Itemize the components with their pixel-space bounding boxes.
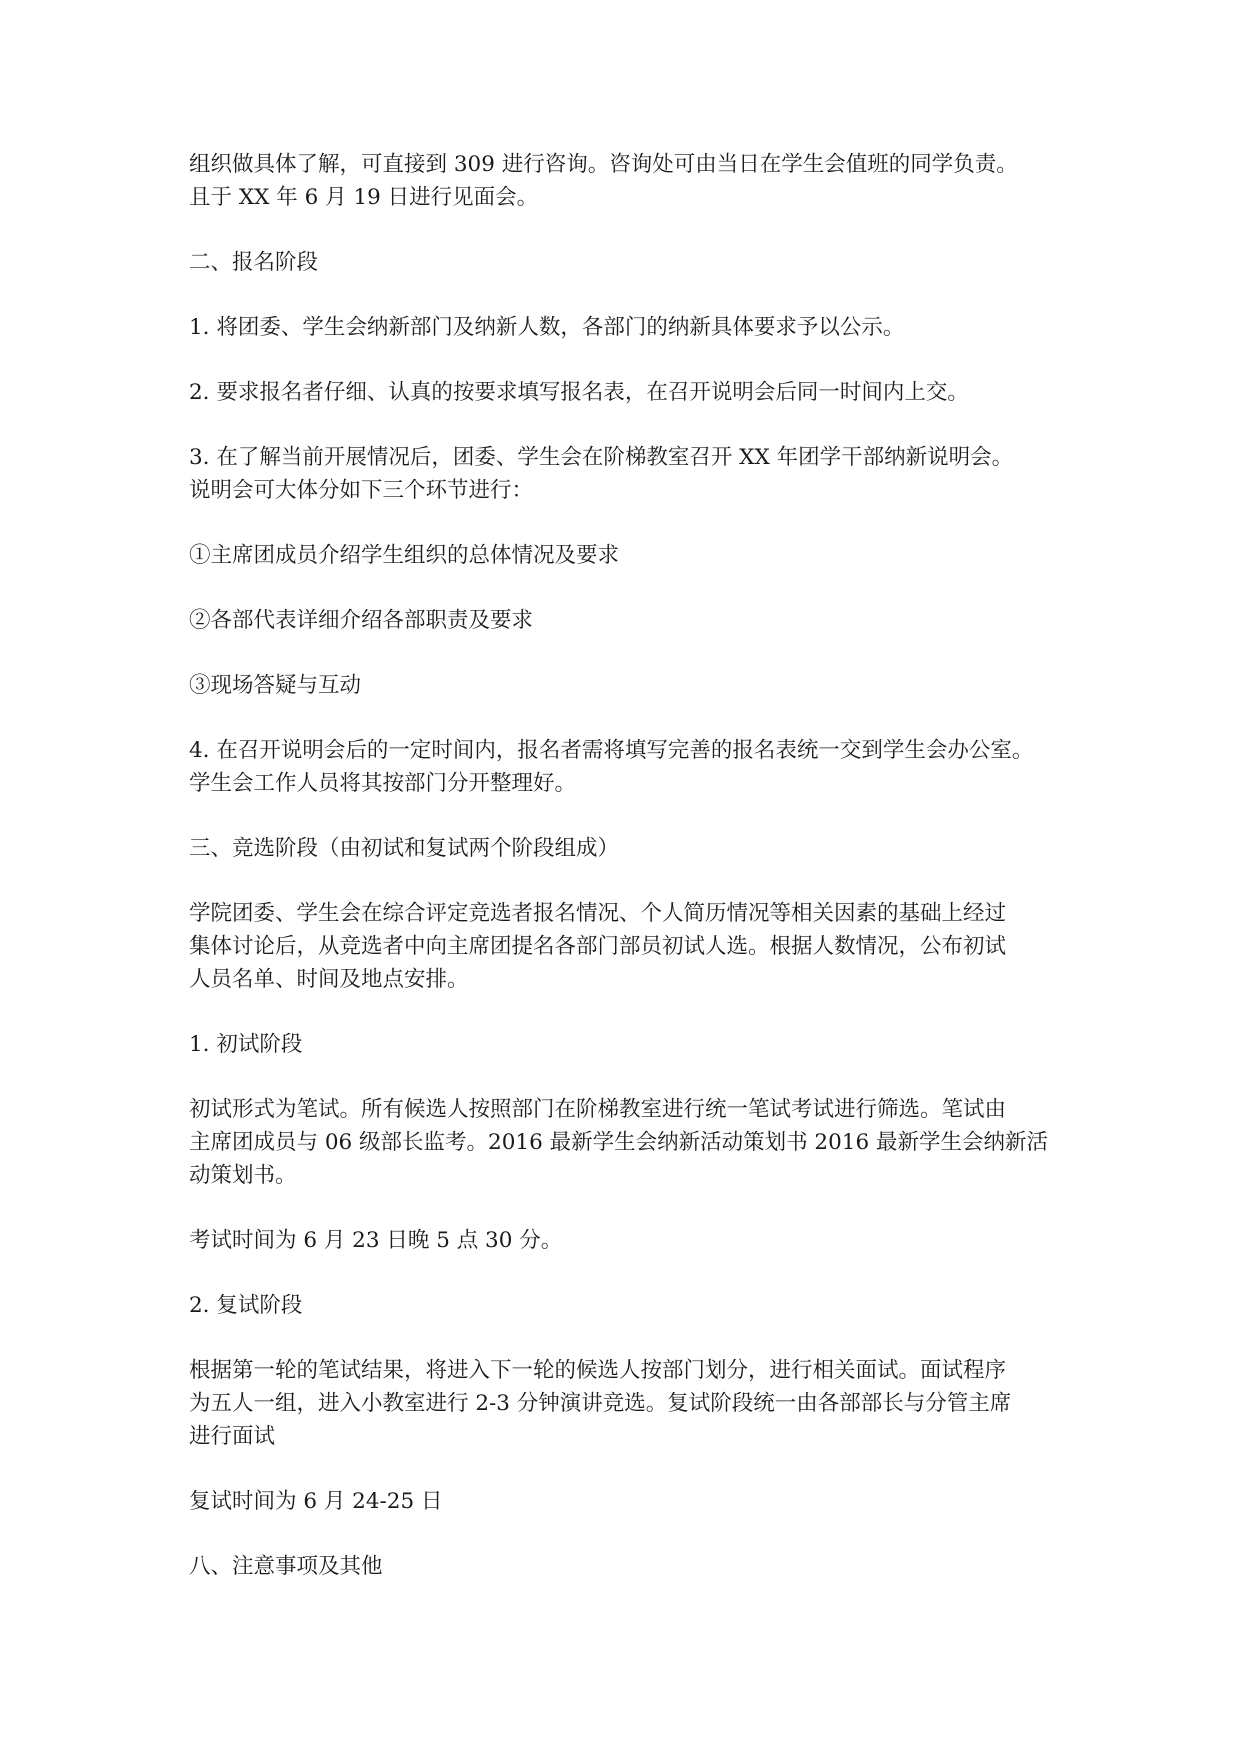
paragraph-step-3: [189, 669, 1059, 702]
section-heading-registration: [189, 246, 1059, 279]
text-line: 且于 XX 年 6 月 19 日进行见面会。: [189, 185, 539, 210]
text-line: 2. 复试阶段: [189, 1293, 303, 1318]
text-line: ①主席团成员介绍学生组织的总体情况及要求: [189, 543, 620, 568]
text-line: 初试形式为笔试。所有候选人按照部门在阶梯教室进行统一笔试考试进行筛选。笔试由: [189, 1097, 1007, 1122]
text-line: 学生会工作人员将其按部门分开整理好。: [189, 771, 577, 796]
text-line: 为五人一组，进入小教室进行 2-3 分钟演讲竞选。复试阶段统一由各部部长与分管主席: [189, 1391, 1012, 1416]
text-line: 二、报名阶段: [189, 250, 319, 275]
text-line: 三、竞选阶段（由初试和复试两个阶段组成）: [189, 836, 620, 861]
text-line: 1. 将团委、学生会纳新部门及纳新人数，各部门的纳新具体要求予以公示。: [189, 315, 905, 340]
paragraph-item-3: [189, 441, 1059, 507]
paragraph-item-1: [189, 311, 1059, 344]
section-heading-election: [189, 832, 1059, 865]
subheading-preliminary: [189, 1028, 1059, 1061]
paragraph-second-round: [189, 1354, 1059, 1453]
text-line: 1. 初试阶段: [189, 1032, 303, 1057]
text-line: 动策划书。: [189, 1163, 297, 1188]
text-line: 组织做具体了解，可直接到 309 进行咨询。咨询处可由当日在学生会值班的同学负责。: [189, 152, 1018, 177]
paragraph-preliminary: [189, 1093, 1059, 1192]
text-line: ③现场答疑与互动: [189, 673, 362, 698]
document-body: [189, 148, 1059, 1615]
text-line: 3. 在了解当前开展情况后，团委、学生会在阶梯教室召开 XX 年团学干部纳新说明会。: [189, 445, 1014, 470]
subheading-second-round: [189, 1289, 1059, 1322]
text-line: 主席团成员与 06 级部长监考。2016 最新学生会纳新活动策划书 2016 最新学生会纳新活: [189, 1130, 1048, 1155]
paragraph-step-2: [189, 604, 1059, 637]
text-line: 考试时间为 6 月 23 日晚 5 点 30 分。: [189, 1228, 563, 1253]
text-line: 学院团委、学生会在综合评定竞选者报名情况、个人简历情况等相关因素的基础上经过: [189, 901, 1007, 926]
paragraph-step-1: [189, 539, 1059, 572]
text-line: 八、注意事项及其他: [189, 1554, 383, 1579]
text-line: 4. 在召开说明会后的一定时间内，报名者需将填写完善的报名表统一交到学生会办公室。: [189, 738, 1034, 763]
text-line: 进行面试: [189, 1424, 276, 1449]
paragraph-item-2: [189, 376, 1059, 409]
text-line: 人员名单、时间及地点安排。: [189, 967, 469, 992]
text-line: 复试时间为 6 月 24-25 日: [189, 1489, 443, 1514]
text-line: 说明会可大体分如下三个环节进行：: [189, 478, 534, 503]
paragraph-second-round-time: [189, 1485, 1059, 1518]
paragraph-election-overview: [189, 897, 1059, 996]
paragraph-consultation: [189, 148, 1059, 214]
text-line: 集体讨论后，从竞选者中向主席团提名各部门部员初试人选。根据人数情况，公布初试: [189, 934, 1007, 959]
section-heading-notes: [189, 1550, 1059, 1583]
text-line: 根据第一轮的笔试结果，将进入下一轮的候选人按部门划分，进行相关面试。面试程序: [189, 1358, 1007, 1383]
text-line: 2. 要求报名者仔细、认真的按要求填写报名表，在召开说明会后同一时间内上交。: [189, 380, 969, 405]
paragraph-exam-time: [189, 1224, 1059, 1257]
text-line: ②各部代表详细介绍各部职责及要求: [189, 608, 534, 633]
paragraph-item-4: [189, 734, 1059, 800]
